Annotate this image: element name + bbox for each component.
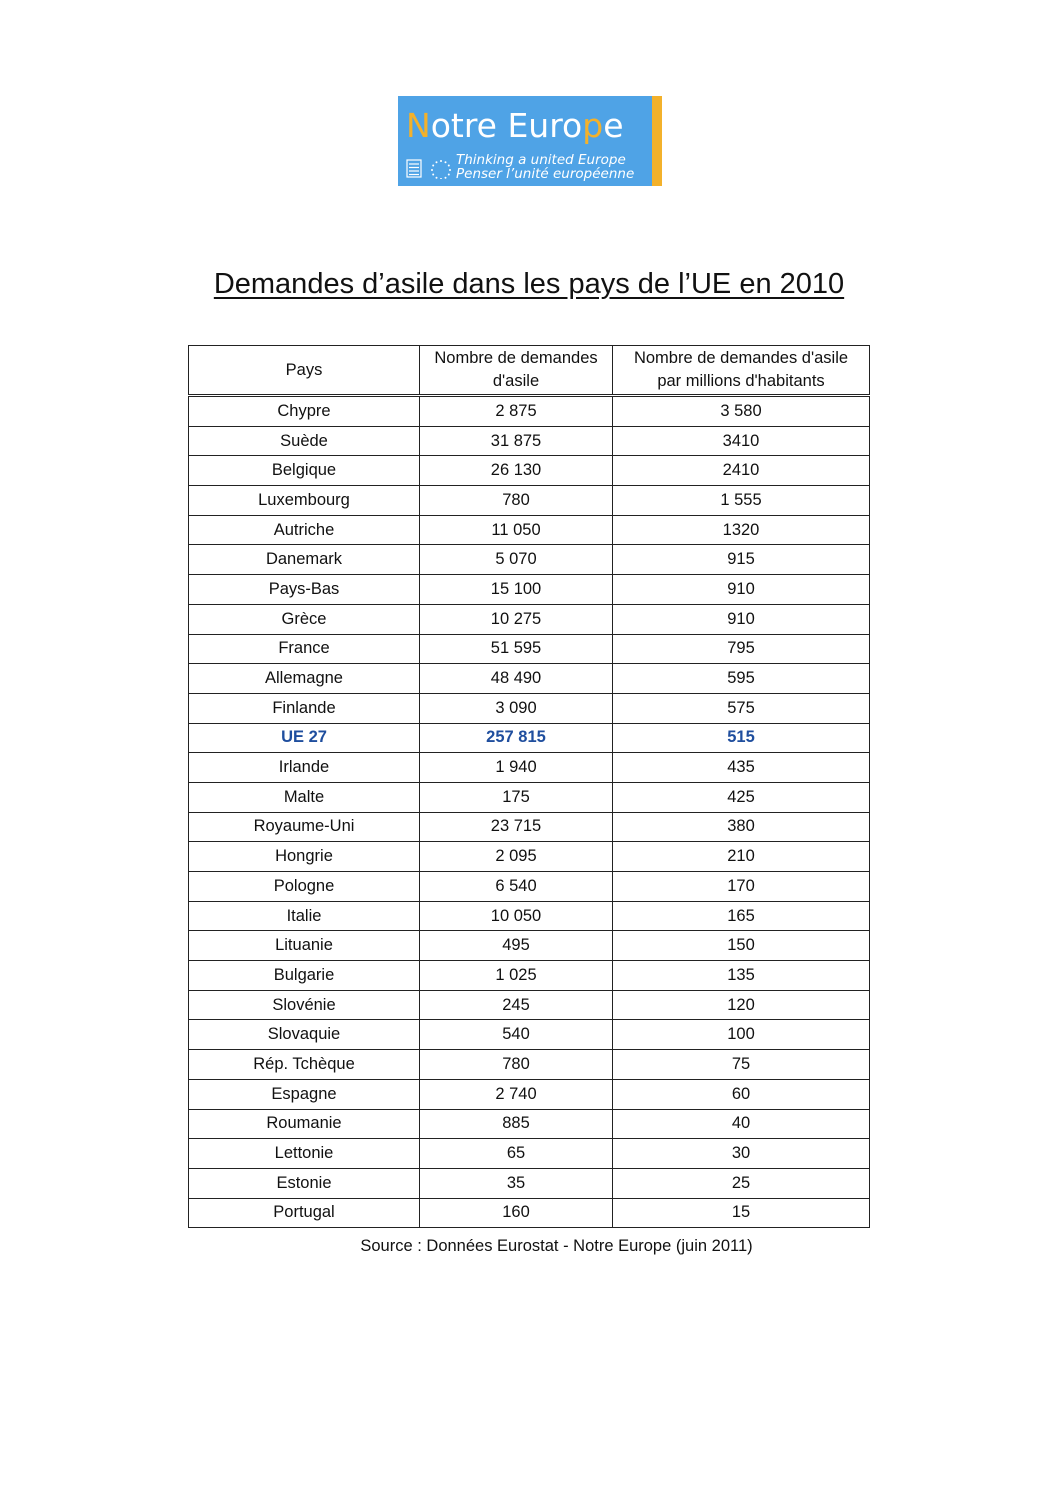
cell-requests: 245 — [420, 990, 613, 1020]
logo-tagline-en: Thinking a united Europe — [456, 152, 626, 168]
cell-country: Rép. Tchèque — [189, 1050, 420, 1080]
cell-requests: 1 940 — [420, 753, 613, 783]
cell-per-million: 575 — [613, 693, 870, 723]
table-row — [189, 1050, 870, 1080]
cell-country: Espagne — [189, 1079, 420, 1109]
cell-per-million: 170 — [613, 872, 870, 902]
cell-country: Belgique — [189, 456, 420, 486]
table-row — [189, 456, 870, 486]
cell-country: Lituanie — [189, 931, 420, 961]
cell-per-million: 3 580 — [613, 396, 870, 427]
table-row — [189, 961, 870, 991]
cell-country: Bulgarie — [189, 961, 420, 991]
header-per-million: Nombre de demandes d'asile par millions d'habitants — [613, 346, 870, 396]
cell-country: Lettonie — [189, 1139, 420, 1169]
cell-requests: 780 — [420, 486, 613, 516]
cell-requests: 780 — [420, 1050, 613, 1080]
cell-requests: 10 050 — [420, 901, 613, 931]
cell-per-million: 910 — [613, 604, 870, 634]
cell-country: Autriche — [189, 515, 420, 545]
cell-per-million: 380 — [613, 812, 870, 842]
table-row — [189, 426, 870, 456]
cell-requests: 65 — [420, 1139, 613, 1169]
cell-per-million: 1 555 — [613, 486, 870, 516]
cell-country: France — [189, 634, 420, 664]
table-row — [189, 782, 870, 812]
cell-requests: 26 130 — [420, 456, 613, 486]
cell-country: Slovaquie — [189, 1020, 420, 1050]
cell-per-million: 915 — [613, 545, 870, 575]
cell-per-million: 425 — [613, 782, 870, 812]
cell-requests: 15 100 — [420, 575, 613, 605]
cell-requests: 5 070 — [420, 545, 613, 575]
logo-tagline — [456, 153, 634, 181]
cell-per-million: 1320 — [613, 515, 870, 545]
table-row — [189, 753, 870, 783]
table-row — [189, 604, 870, 634]
cell-per-million: 2410 — [613, 456, 870, 486]
table-row — [189, 575, 870, 605]
cell-requests: 48 490 — [420, 664, 613, 694]
cell-country: Chypre — [189, 396, 420, 427]
cell-requests: 35 — [420, 1168, 613, 1198]
logo-tagline-fr: Penser l’unité européenne — [456, 166, 635, 182]
cell-requests: 3 090 — [420, 693, 613, 723]
table-row — [189, 1139, 870, 1169]
cell-country: Allemagne — [189, 664, 420, 694]
cell-requests: 540 — [420, 1020, 613, 1050]
cell-requests: 11 050 — [420, 515, 613, 545]
table-row — [189, 931, 870, 961]
table-row — [189, 396, 870, 427]
cell-country: Royaume-Uni — [189, 812, 420, 842]
cell-country: Suède — [189, 426, 420, 456]
cell-requests: 2 095 — [420, 842, 613, 872]
cell-per-million: 135 — [613, 961, 870, 991]
cell-country: Irlande — [189, 753, 420, 783]
header-requests: Nombre de demandes d'asile — [420, 346, 613, 396]
cell-requests: 31 875 — [420, 426, 613, 456]
cell-per-million: 435 — [613, 753, 870, 783]
cell-per-million: 210 — [613, 842, 870, 872]
cell-country: Pologne — [189, 872, 420, 902]
cell-per-million: 595 — [613, 664, 870, 694]
table-row — [189, 545, 870, 575]
cell-per-million: 795 — [613, 634, 870, 664]
cell-country: Portugal — [189, 1198, 420, 1228]
cell-per-million: 60 — [613, 1079, 870, 1109]
table-row — [189, 486, 870, 516]
table-row — [189, 515, 870, 545]
cell-country: Danemark — [189, 545, 420, 575]
table-row — [189, 842, 870, 872]
page-title: Demandes d’asile dans les pays de l’UE en 2010 — [213, 268, 845, 300]
cell-per-million: 165 — [613, 901, 870, 931]
table-row — [189, 812, 870, 842]
cell-requests: 175 — [420, 782, 613, 812]
logo-wordmark: Notre Europe — [406, 106, 624, 145]
cell-per-million: 3410 — [613, 426, 870, 456]
cell-requests: 2 740 — [420, 1079, 613, 1109]
cell-per-million: 30 — [613, 1139, 870, 1169]
cell-requests: 1 025 — [420, 961, 613, 991]
asylum-table — [188, 345, 870, 1228]
cell-country: Finlande — [189, 693, 420, 723]
cell-country: Slovénie — [189, 990, 420, 1020]
table-row — [189, 1109, 870, 1139]
cell-requests: 2 875 — [420, 396, 613, 427]
cell-country: Grèce — [189, 604, 420, 634]
table-row — [189, 634, 870, 664]
cell-country: Luxembourg — [189, 486, 420, 516]
cell-requests: 495 — [420, 931, 613, 961]
cell-per-million: 25 — [613, 1168, 870, 1198]
cell-requests: 6 540 — [420, 872, 613, 902]
cell-per-million: 100 — [613, 1020, 870, 1050]
table-row — [189, 1079, 870, 1109]
cell-per-million: 40 — [613, 1109, 870, 1139]
cell-per-million: 150 — [613, 931, 870, 961]
cell-per-million: 515 — [613, 723, 870, 753]
cell-requests: 23 715 — [420, 812, 613, 842]
table-row — [189, 872, 870, 902]
cell-country: Pays-Bas — [189, 575, 420, 605]
table-body — [189, 396, 870, 1228]
table-row — [189, 901, 870, 931]
table-header-row — [189, 346, 870, 396]
cell-requests: 160 — [420, 1198, 613, 1228]
cell-requests: 257 815 — [420, 723, 613, 753]
header-country: Pays — [189, 346, 420, 396]
table-row — [189, 664, 870, 694]
logo-emblem-icon — [406, 159, 456, 179]
cell-country: Italie — [189, 901, 420, 931]
table-row — [189, 1020, 870, 1050]
source-note: Source : Données Eurostat - Notre Europe (juin 2011) — [360, 1237, 753, 1255]
table-row — [189, 693, 870, 723]
cell-country: Roumanie — [189, 1109, 420, 1139]
table-row — [189, 1168, 870, 1198]
cell-requests: 885 — [420, 1109, 613, 1139]
logo-orange-bar — [652, 96, 662, 186]
cell-country: Hongrie — [189, 842, 420, 872]
cell-country: UE 27 — [189, 723, 420, 753]
table-row — [189, 990, 870, 1020]
table-row — [189, 723, 870, 753]
notre-europe-logo — [398, 96, 662, 186]
cell-per-million: 120 — [613, 990, 870, 1020]
cell-country: Malte — [189, 782, 420, 812]
cell-per-million: 75 — [613, 1050, 870, 1080]
cell-requests: 10 275 — [420, 604, 613, 634]
table-row — [189, 1198, 870, 1228]
cell-per-million: 15 — [613, 1198, 870, 1228]
cell-per-million: 910 — [613, 575, 870, 605]
cell-requests: 51 595 — [420, 634, 613, 664]
cell-country: Estonie — [189, 1168, 420, 1198]
